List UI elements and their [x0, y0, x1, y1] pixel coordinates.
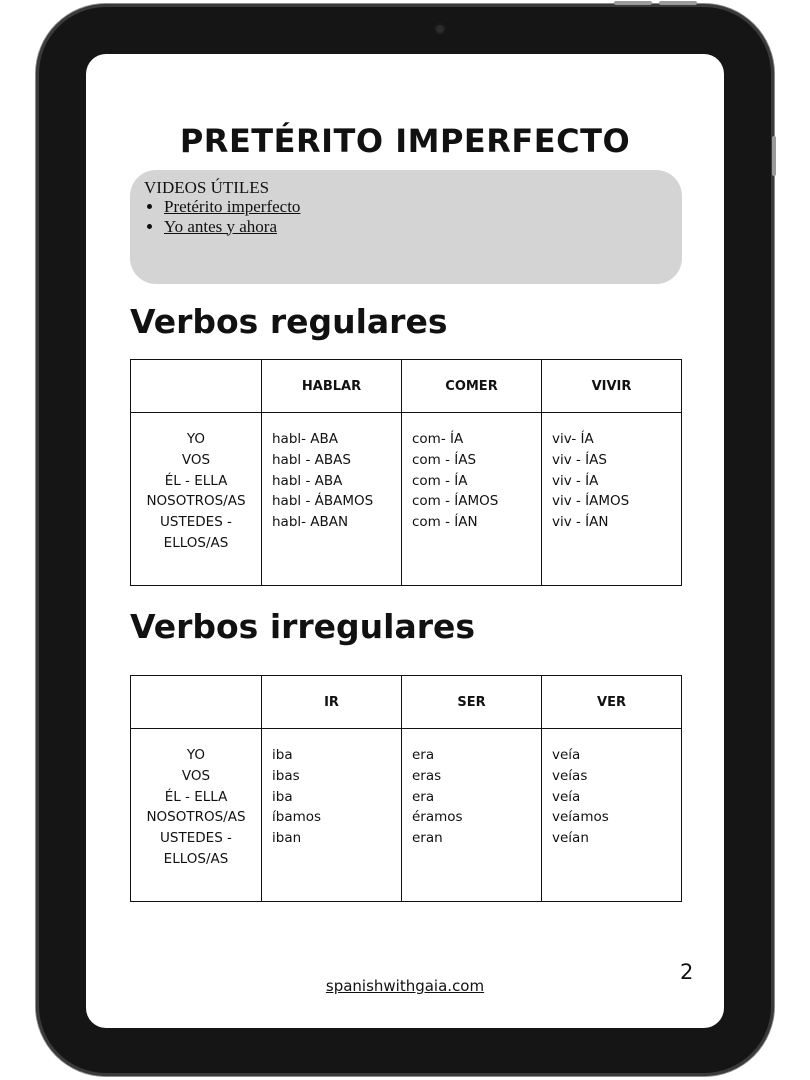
conjugation-form: habl - ABA: [272, 472, 343, 489]
table-header-vivir: VIVIR: [542, 360, 682, 413]
pronoun-ellos: ELLOS/AS: [163, 534, 229, 551]
conjugation-form: habl- ABAN: [272, 514, 349, 531]
conjugation-form: ibas: [272, 767, 300, 784]
pronoun-yo: YO: [186, 747, 206, 763]
table-row: [131, 413, 682, 586]
pronoun-el-ella: ÉL - ELLA: [164, 788, 228, 805]
regular-verbs-table: [130, 359, 682, 586]
table-header-empty: [131, 360, 262, 413]
top-button-2: [659, 1, 697, 5]
table-header-comer: COMER: [402, 360, 542, 413]
conjugation-form: veían: [552, 830, 589, 847]
conjugation-form: iban: [272, 830, 302, 847]
conjugation-form: eras: [412, 767, 442, 784]
conjugation-form: era: [412, 788, 435, 805]
pronoun-vos: VOS: [181, 451, 211, 468]
website-footer: [86, 977, 724, 995]
side-button: [772, 136, 776, 176]
conjugation-form: viv- ÍA: [552, 431, 594, 447]
pronoun-cell: [131, 413, 262, 586]
conjugation-form: com - ÍAS: [412, 451, 477, 468]
conjugation-form: habl - ÁBAMOS: [272, 493, 374, 510]
conjugation-form: era: [412, 747, 435, 763]
irregular-verbs-heading: Verbos irregulares: [130, 607, 476, 646]
conjugation-form: íbamos: [272, 809, 322, 826]
list-item: [164, 197, 300, 217]
table-header-row: [131, 360, 682, 413]
camera-icon: [434, 23, 446, 35]
conjugation-form: viv - ÍA: [552, 472, 599, 489]
pronoun-nosotros: NOSOTROS/AS: [146, 809, 246, 826]
pronoun-yo: YO: [186, 431, 206, 447]
conjugation-form: veíamos: [552, 809, 609, 826]
conjugation-form: com- ÍA: [412, 431, 464, 447]
table-header-ir: IR: [262, 676, 402, 729]
conjugation-form: viv - ÍAS: [552, 451, 607, 468]
table-header-hablar: HABLAR: [262, 360, 402, 413]
regular-verbs-heading: Verbos regulares: [130, 302, 448, 341]
website-link[interactable]: spanishwithgaia.com: [325, 977, 485, 995]
conjugation-form: viv - ÍAN: [552, 514, 609, 531]
ser-forms-cell: [402, 729, 542, 902]
ver-forms-cell: [542, 729, 682, 902]
irregular-verbs-table: [130, 675, 682, 902]
conjugation-form: com - ÍA: [412, 472, 468, 489]
top-button-1: [614, 1, 652, 5]
page-number: 2: [680, 960, 694, 984]
conjugation-form: veías: [552, 767, 588, 784]
table-header-ver: VER: [542, 676, 682, 729]
table-header-empty: [131, 676, 262, 729]
conjugation-form: com - ÍAN: [412, 514, 478, 531]
useful-videos-box: [130, 170, 682, 284]
pronoun-cell: [131, 729, 262, 902]
hablar-forms-cell: [262, 413, 402, 586]
conjugation-form: eran: [412, 830, 443, 847]
pronoun-ustedes: USTEDES -: [160, 830, 232, 847]
table-header-row: [131, 676, 682, 729]
conjugation-form: veía: [552, 747, 581, 763]
ir-forms-cell: [262, 729, 402, 902]
video-link-preterito-imperfecto[interactable]: Pretérito imperfecto: [164, 197, 301, 216]
conjugation-form: iba: [272, 747, 293, 763]
pronoun-el-ella: ÉL - ELLA: [164, 472, 228, 489]
pronoun-nosotros: NOSOTROS/AS: [146, 493, 246, 510]
vivir-forms-cell: [542, 413, 682, 586]
videos-list: [144, 197, 300, 236]
document-page: [86, 54, 724, 1028]
conjugation-form: iba: [272, 788, 293, 805]
table-header-ser: SER: [402, 676, 542, 729]
video-link-yo-antes-y-ahora[interactable]: Yo antes y ahora: [164, 216, 278, 236]
comer-forms-cell: [402, 413, 542, 586]
videos-label: VIDEOS ÚTILES: [144, 178, 270, 197]
table-row: [131, 729, 682, 902]
pronoun-vos: VOS: [181, 767, 211, 784]
conjugation-form: viv - ÍAMOS: [552, 493, 630, 510]
conjugation-form: habl - ABAS: [272, 451, 351, 468]
conjugation-form: éramos: [412, 809, 463, 826]
conjugation-form: veía: [552, 788, 581, 805]
pronoun-ellos: ELLOS/AS: [163, 850, 229, 867]
conjugation-form: com - ÍAMOS: [412, 493, 499, 510]
conjugation-form: habl- ABA: [272, 431, 339, 447]
pronoun-ustedes: USTEDES -: [160, 514, 232, 531]
page-title: PRETÉRITO IMPERFECTO: [179, 122, 631, 160]
list-item: [164, 217, 300, 237]
